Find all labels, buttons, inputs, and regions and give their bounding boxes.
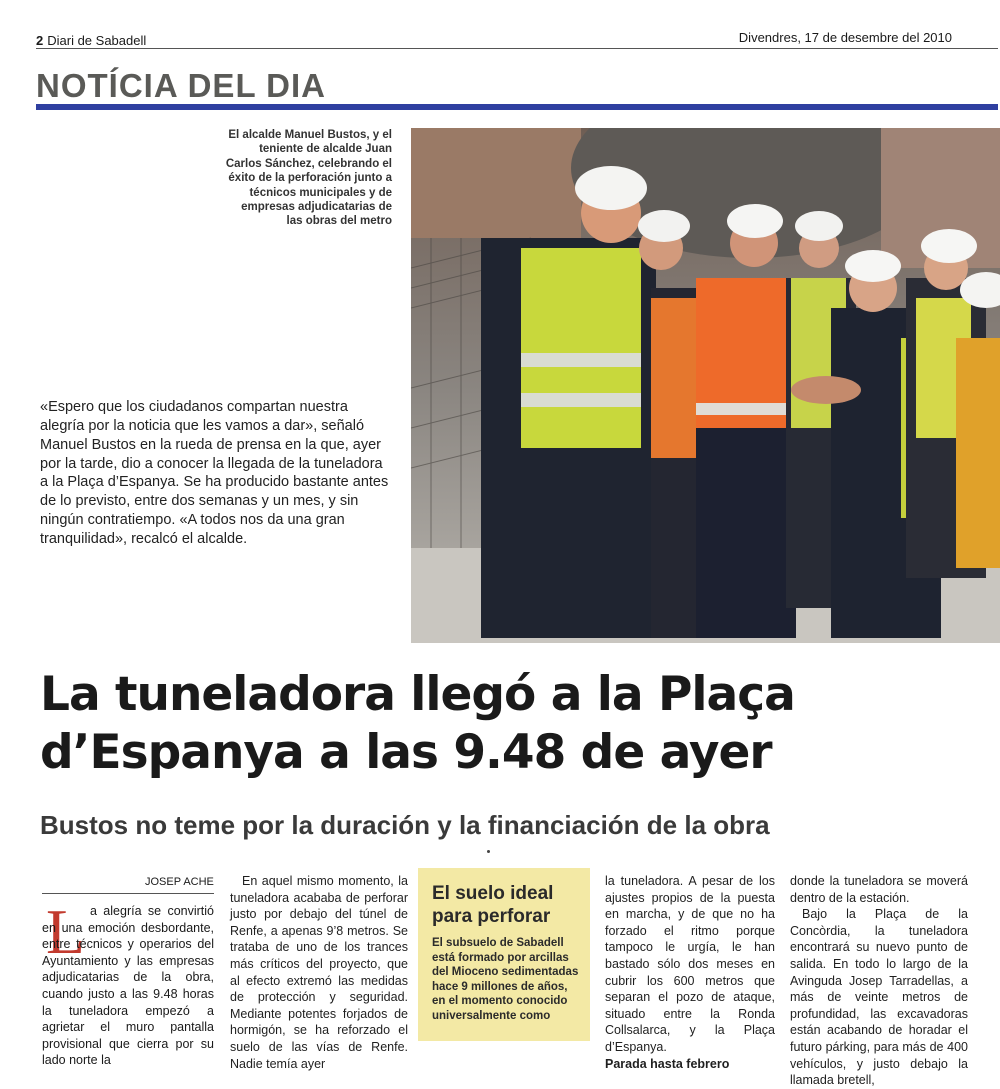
header-divider: [36, 48, 998, 49]
article-column-2: [230, 873, 408, 1072]
page-number: 2: [36, 33, 44, 48]
article-column-4: [605, 873, 775, 1072]
newspaper-name: Diari de Sabadell: [47, 33, 147, 48]
sidebar-body: El subsuelo de Sabadell está formado por arcillas del Mioceno sedimentadas hace 9 millones de años, en el momento conocido universalmente como: [432, 937, 579, 1022]
article-column-5-second: Bajo la Plaça de la Concòrdia, la tuneladora encontrará su nuevo punto de salida. En todo lo largo de la Avinguda Josep Tarradellas, a más de veinte metros de profundidad, las excavadoras están acabando de horadar el futuro párking, para más de 400 vehículos, y justo debajo la llamada bretell,: [790, 907, 968, 1088]
article-column-4-text: la tuneladora. A pesar de los ajustes propios de la puesta en marcha, y de que no ha forzado el ritmo porque tampoco le urgía, le han bastado sólo dos meses en cubrir los 600 metros que separan el pozo de ataque, situado entre la Ronda Collsalarca, y la Plaça d’Espanya.: [605, 874, 775, 1054]
byline-rule: [42, 893, 214, 894]
headline: La tuneladora llegó a la Plaça d’Espanya a las 9.48 de ayer: [40, 667, 795, 780]
page-header-left: [36, 33, 146, 48]
article-subhead: Parada hasta febrero: [605, 1056, 730, 1071]
article-column-1: [42, 896, 214, 1069]
article-column-5: [790, 873, 968, 1089]
article-column-2-text: En aquel mismo momento, la tuneladora acababa de perforar justo por debajo del túnel de Renfe, a apenas 9’8 metros. Se trataba de uno de los trances más críticos del proyecto, que al efecto extremó las medidas de protección y seguridad. Mediante potentes forjados de hormigón, se ha reforzado el suelo de las vías de Renfe. Nadie temía ayer: [230, 874, 408, 1071]
byline: JOSEP ACHE: [145, 876, 214, 888]
drop-cap: L: [46, 896, 86, 967]
article-column-5-first: donde la tuneladora se moverá dentro de la estación.: [790, 874, 968, 905]
pull-quote: «Espero que los ciudadanos compartan nuestra alegría por la noticia que les vamos a dar», señaló Manuel Bustos en la rueda de prensa en la que, ayer por la tarde, dio a conocer la llegada de la tuneladora a la Plaça d’Espanya. Se ha producido bastante antes de lo previsto, entre dos semanas y un mes, y sin ningún contratiempo. «A todos nos da una gran tranquilidad», recalcó el alcalde.: [40, 399, 389, 547]
subheadline: Bustos no teme por la duración y la financiación de la obra: [40, 810, 770, 840]
section-rule: [36, 104, 998, 110]
section-title: NOTÍCIA DEL DIA: [36, 67, 327, 104]
photo-caption: El alcalde Manuel Bustos, y el teniente de alcalde Juan Carlos Sánchez, celebrando el éxito de la perforación junto a técnicos municipales y de empresas adjudicatarias de las obras del metro: [225, 129, 392, 228]
sidebar-title: El suelo ideal para perforar: [432, 883, 554, 927]
publication-date: Divendres, 17 de desembre del 2010: [738, 30, 952, 45]
divider-dot: [487, 850, 490, 853]
news-photo: [411, 128, 1000, 643]
article-column-1-text: a alegría se convirtió en una emoción desbordante, entre técnicos y operarios del Ayuntamiento y las empresas adjudicatarias de la obra, cuando justo a las 9.48 horas la tuneladora empezó a agrietar el muro pantalla provisional que cierra por su lado norte la: [42, 904, 214, 1068]
